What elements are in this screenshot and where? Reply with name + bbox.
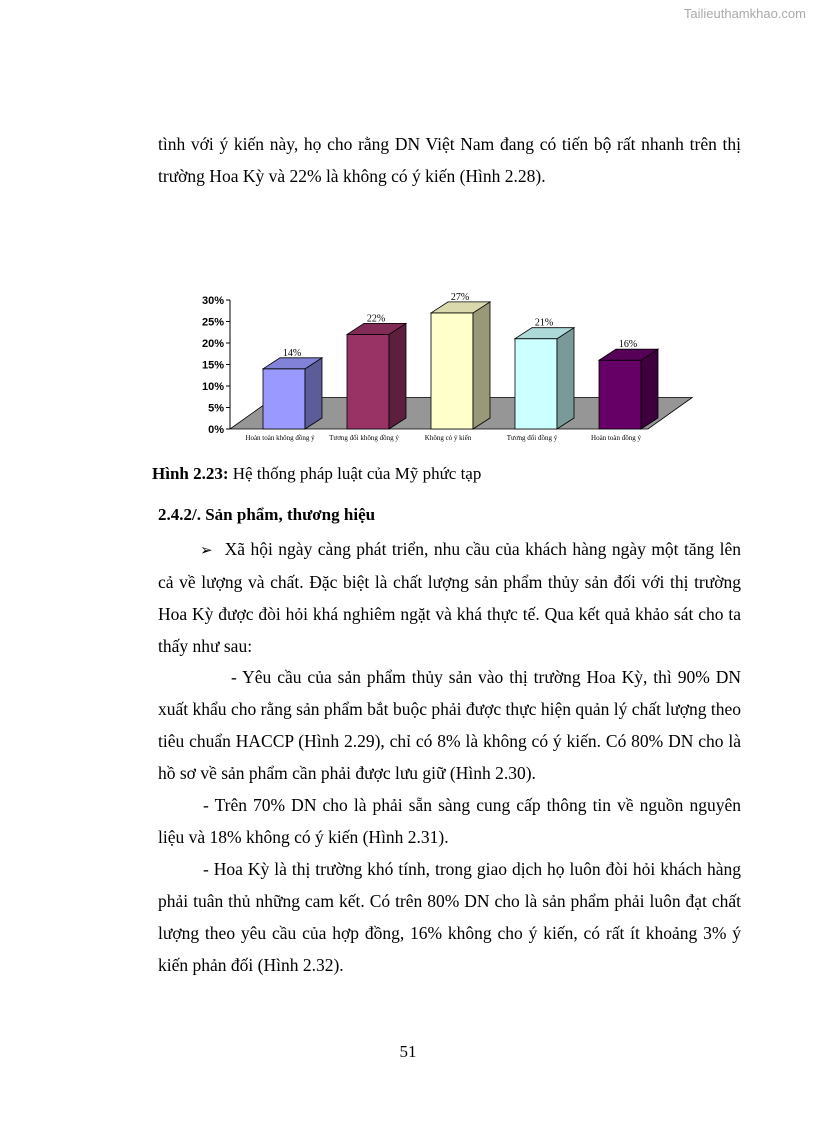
bar	[431, 313, 473, 429]
bar-side	[305, 358, 322, 429]
intro-paragraph: tình với ý kiến này, họ cho rằng DN Việt Nam đang có tiến bộ rất nhanh trên thị trường Hoa Kỳ và 22% là không có ý kiến (Hình 2.28).	[158, 134, 741, 186]
y-tick-label: 25%	[201, 316, 224, 329]
bar	[515, 339, 557, 429]
data-label: 22%	[366, 313, 386, 325]
data-label: 14%	[282, 347, 302, 359]
caption-text: Hệ thống pháp luật của Mỹ phức tạp	[228, 464, 482, 483]
arrow-bullet-icon: ➢	[200, 541, 213, 559]
caption-label: Hình 2.23:	[152, 464, 229, 483]
y-tick-label: 15%	[201, 359, 224, 372]
y-tick-label: 20%	[201, 338, 224, 350]
bar-side	[389, 323, 406, 429]
x-tick-label: Hoàn toàn đồng ý	[591, 434, 641, 442]
x-tick-label: Tương đối không đồng ý	[329, 434, 399, 442]
bar	[599, 360, 641, 429]
y-tick-label: 30%	[201, 295, 224, 307]
y-tick-label: 5%	[208, 402, 224, 415]
y-tick-label: 10%	[201, 381, 224, 393]
data-label: 16%	[618, 339, 638, 351]
page-number: 51	[399, 1042, 417, 1061]
bar-chart	[190, 280, 700, 450]
figure-caption	[152, 464, 481, 484]
data-label: 21%	[534, 317, 554, 329]
paragraph-2: - Yêu cầu của sản phẩm thủy sản vào thị trường Hoa Kỳ, thì 90% DN xuất khẩu cho rằng sản phẩm bắt buộc phải được thực hiện quản lý chất lượng theo tiêu chuẩn HACCP (Hình 2.29), chỉ có 8% là không có ý kiến. Có 80% DN cho là hồ sơ về sản phẩm cần phải được lưu giữ (Hình 2.30).	[158, 667, 741, 783]
bar-side	[473, 302, 490, 429]
section-heading: 2.4.2/. Sản phẩm, thương hiệu	[158, 505, 376, 524]
bar	[263, 369, 305, 429]
paragraph-4: - Hoa Kỳ là thị trường khó tính, trong giao dịch họ luôn đòi hỏi khách hàng phải tuân thủ những cam kết. Có trên 80% DN cho là sản phẩm phải luôn đạt chất lượng theo yêu cầu của hợp đồng, 16% không cho ý kiến, có rất ít khoảng 3% ý kiến phản đối (Hình 2.32).	[158, 859, 741, 975]
bar-side	[641, 349, 658, 429]
watermark: Tailieuthamkhao.com	[683, 6, 806, 21]
x-tick-label: Tương đối đồng ý	[506, 434, 558, 442]
bar	[347, 334, 389, 429]
x-tick-label: Không có ý kiến	[424, 434, 472, 442]
x-tick-label: Hoàn toàn không đồng ý	[245, 434, 315, 442]
data-label: 27%	[450, 291, 470, 303]
bar-side	[557, 328, 574, 429]
paragraph-3: - Trên 70% DN cho là phải sẵn sàng cung cấp thông tin về nguồn nguyên liệu và 18% không có ý kiến (Hình 2.31).	[158, 795, 741, 847]
paragraph-1: ➢ Xã hội ngày càng phát triển, nhu cầu của khách hàng ngày một tăng lên cả về lượng và chất. Đặc biệt là chất lượng sản phẩm thủy sản đối với thị trường Hoa Kỳ được đòi hỏi khá nghiêm ngặt và khá thực tế. Qua kết quả khảo sát cho ta thấy như sau:	[158, 539, 741, 656]
y-tick-label: 0%	[208, 424, 224, 436]
